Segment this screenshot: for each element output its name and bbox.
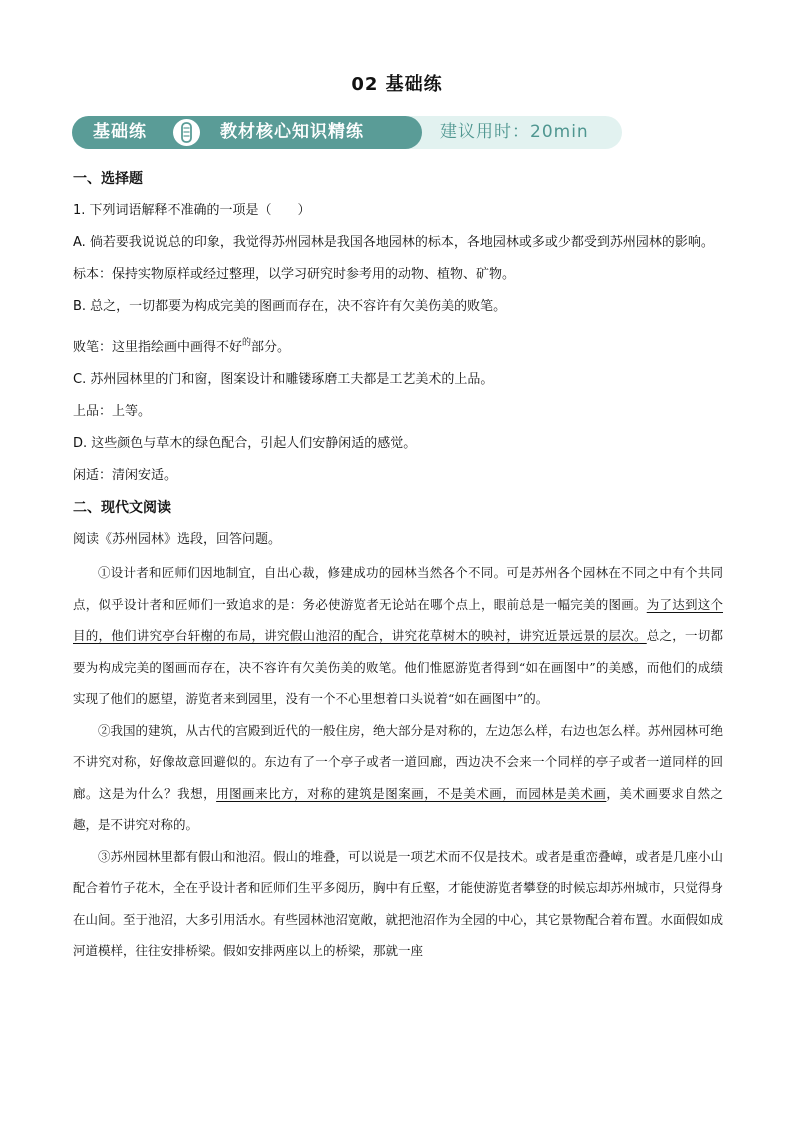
underlined-sentence: 用图画来比方，对称的建筑是图案画，不是美术画，而园林是美术画 bbox=[216, 785, 607, 801]
gloss-text-end: 部分。 bbox=[251, 340, 291, 355]
gloss-text: 败笔：这里指绘画中画得不好 bbox=[73, 340, 243, 355]
option-d: D. 这些颜色与草木的绿色配合，引起人们安静闲适的感觉。 bbox=[73, 436, 417, 451]
option-c: C. 苏州园林里的门和窗，图案设计和雕镂琢磨工夫都是工艺美术的上品。 bbox=[73, 372, 494, 387]
paragraph-text: ②我国的建筑，从古代的宫殿到近代的一般住房，绝大部分是对称的，左边怎么样，右边也怎么样。苏州园林可绝不讲究对称，好像故意回避似的。东边有了一个亭子或者一道回廊，西边决不会来一个同样的亭子或者一道同样的回廊。这是为什么？我想， bbox=[73, 722, 724, 801]
option-a-gloss: 标本：保持实物原样或经过整理，以学习研究时参考用的动物、植物、矿物。 bbox=[73, 267, 516, 282]
option-a: A. 倘若要我说说总的印象，我觉得苏州园林是我国各地园林的标本，各地园林或多或少都受到苏州园林的影响。 bbox=[73, 235, 714, 250]
banner-focus-label: 教材核心知识精练 bbox=[220, 122, 364, 142]
question-stem: 1. 下列词语解释不准确的一项是（ ） bbox=[73, 203, 311, 218]
reading-paragraph-3: ③苏州园林里都有假山和池沼。假山的堆叠，可以说是一项艺术而不仅是技术。或者是重峦叠嶂，或者是几座小山配合着竹子花木，全在乎设计者和匠师们生平多阅历，胸中有丘壑，才能使游览者攀登的时候忘却苏州城市，只觉得身在山间。至于池沼，大多引用活水。有些园林池沼宽敞，就把池沼作为全园的中心，其它景物配合着布置。水面假如成河道模样，往往安排桥梁。假如安排两座以上的桥梁，那就一座 bbox=[73, 848, 724, 958]
test-tube-icon bbox=[172, 118, 201, 147]
banner-time-label: 建议用时：20min bbox=[440, 122, 589, 142]
option-b-gloss bbox=[73, 332, 723, 359]
section-heading: 二、现代文阅读 bbox=[73, 500, 171, 516]
option-d-gloss: 闲适：清闲安适。 bbox=[73, 468, 178, 483]
section-heading: 一、选择题 bbox=[73, 171, 143, 187]
option-c-gloss: 上品：上等。 bbox=[73, 404, 152, 419]
document-body bbox=[73, 168, 723, 967]
reading-paragraph-1 bbox=[73, 557, 723, 715]
banner-practice-label: 基础练 bbox=[93, 122, 147, 142]
section-banner bbox=[72, 116, 622, 149]
paragraph-text: 总之，一切都要为构成完美的图画而存在，决不容许有欠美伤美的败笔。他们惟愿游览者得到“如在画图中”的美感，而他们的成绩实现了他们的愿望，游览者来到园里，没有一个不心里想着口头说着“如在画图中”的。 bbox=[73, 628, 723, 706]
paragraph-text: ，美术画要求自然之趣，是不讲究对称的。 bbox=[73, 785, 723, 832]
reading-intro: 阅读《苏州园林》选段，回答问题。 bbox=[73, 532, 282, 547]
reading-paragraph-2 bbox=[73, 715, 723, 841]
gloss-superscript: 的 bbox=[242, 338, 252, 348]
paragraph-text: ①设计者和匠师们因地制宜，自出心裁，修建成功的园林当然各个不同。可是苏州各个园林在不同之中有个共同点，似乎设计者和匠师们一致追求的是：务必使游览者无论站在哪个点上，眼前总是一幅完美的图画。 bbox=[73, 565, 723, 612]
page-title: 02 基础练 bbox=[351, 74, 443, 95]
option-b: B. 总之，一切都要为构成完美的图画而存在，决不容许有欠美伤美的败笔。 bbox=[73, 299, 507, 314]
underlined-sentence: 为了达到这个目的，他们讲究亭台轩榭的布局，讲究假山池沼的配合，讲究花草树木的映衬，讲究近景远景的层次。 bbox=[73, 596, 723, 643]
